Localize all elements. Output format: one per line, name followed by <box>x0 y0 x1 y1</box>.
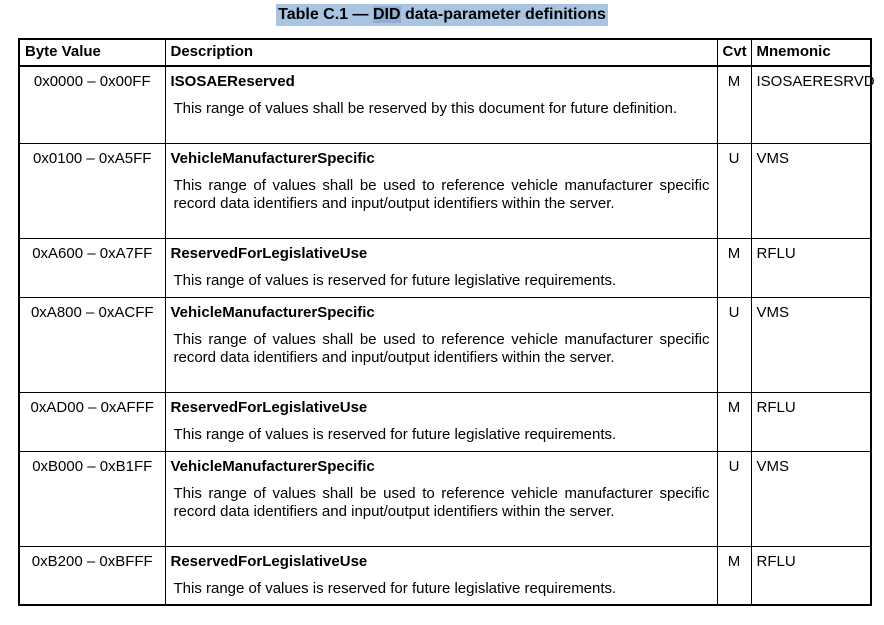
mnemonic-cell: RFLU <box>751 546 871 605</box>
mnemonic-cell: RFLU <box>751 238 871 297</box>
table-row <box>19 392 871 451</box>
byte-value-cell: 0xB200 – 0xBFFF <box>19 546 165 605</box>
parameter-description: This range of values shall be used to reference vehicle manufacturer specific record data identifiers and input/output identifiers within the server. <box>173 484 710 520</box>
mnemonic-cell: VMS <box>751 297 871 392</box>
cvt-cell: M <box>717 238 751 297</box>
table-row <box>19 238 871 297</box>
byte-value-cell: 0x0000 – 0x00FF <box>19 66 165 143</box>
cvt-cell: M <box>717 66 751 143</box>
description-cell <box>165 143 717 238</box>
parameter-name: ReservedForLegislativeUse <box>170 244 368 262</box>
byte-value-cell: 0xAD00 – 0xAFFF <box>19 392 165 451</box>
table-row <box>19 66 871 143</box>
parameter-name: ReservedForLegislativeUse <box>170 398 368 416</box>
byte-value-cell: 0xB000 – 0xB1FF <box>19 451 165 546</box>
parameter-description: This range of values shall be used to reference vehicle manufacturer specific record data identifiers and input/output identifiers within the server. <box>173 330 710 366</box>
header-mnemonic: Mnemonic <box>751 39 871 66</box>
table-row <box>19 546 871 605</box>
mnemonic-cell: ISOSAERESRVD <box>751 66 871 143</box>
parameter-description: This range of values shall be reserved by this document for future definition. <box>173 100 678 117</box>
parameter-name: VehicleManufacturerSpecific <box>170 303 375 321</box>
description-cell <box>165 546 717 605</box>
parameter-description: This range of values shall be used to reference vehicle manufacturer specific record data identifiers and input/output identifiers within the server. <box>173 176 710 212</box>
description-cell <box>165 238 717 297</box>
table-row <box>19 143 871 238</box>
byte-value-cell: 0xA600 – 0xA7FF <box>19 238 165 297</box>
table-caption-wrap <box>0 4 884 26</box>
description-cell <box>165 392 717 451</box>
parameter-name: ISOSAEReserved <box>170 73 295 90</box>
caption-prefix: Table C.1 — <box>278 6 373 23</box>
table-row <box>19 451 871 546</box>
header-byte-value: Byte Value <box>19 39 165 66</box>
mnemonic-cell: VMS <box>751 451 871 546</box>
caption-suffix: data-parameter definitions <box>400 6 606 23</box>
cvt-cell: U <box>717 451 751 546</box>
cvt-cell: M <box>717 546 751 605</box>
mnemonic-cell: VMS <box>751 143 871 238</box>
cvt-cell: U <box>717 297 751 392</box>
byte-value-cell: 0x0100 – 0xA5FF <box>19 143 165 238</box>
cvt-cell: U <box>717 143 751 238</box>
parameter-name: VehicleManufacturerSpecific <box>170 149 375 167</box>
description-cell <box>165 451 717 546</box>
parameter-description: This range of values is reserved for future legislative requirements. <box>173 425 617 443</box>
byte-value-cell: 0xA800 – 0xACFF <box>19 297 165 392</box>
header-cvt: Cvt <box>717 39 751 66</box>
description-cell <box>165 297 717 392</box>
cvt-cell: M <box>717 392 751 451</box>
description-cell <box>165 66 717 143</box>
header-row <box>19 39 871 66</box>
parameter-description: This range of values is reserved for future legislative requirements. <box>173 271 617 289</box>
caption-highlight: DID <box>372 6 401 23</box>
mnemonic-cell: RFLU <box>751 392 871 451</box>
table-row <box>19 297 871 392</box>
header-description: Description <box>165 39 717 66</box>
parameter-name: VehicleManufacturerSpecific <box>170 457 375 475</box>
parameter-name: ReservedForLegislativeUse <box>170 552 368 570</box>
table-caption <box>276 4 608 26</box>
parameter-description: This range of values is reserved for future legislative requirements. <box>173 579 617 597</box>
did-definitions-table <box>18 38 875 606</box>
